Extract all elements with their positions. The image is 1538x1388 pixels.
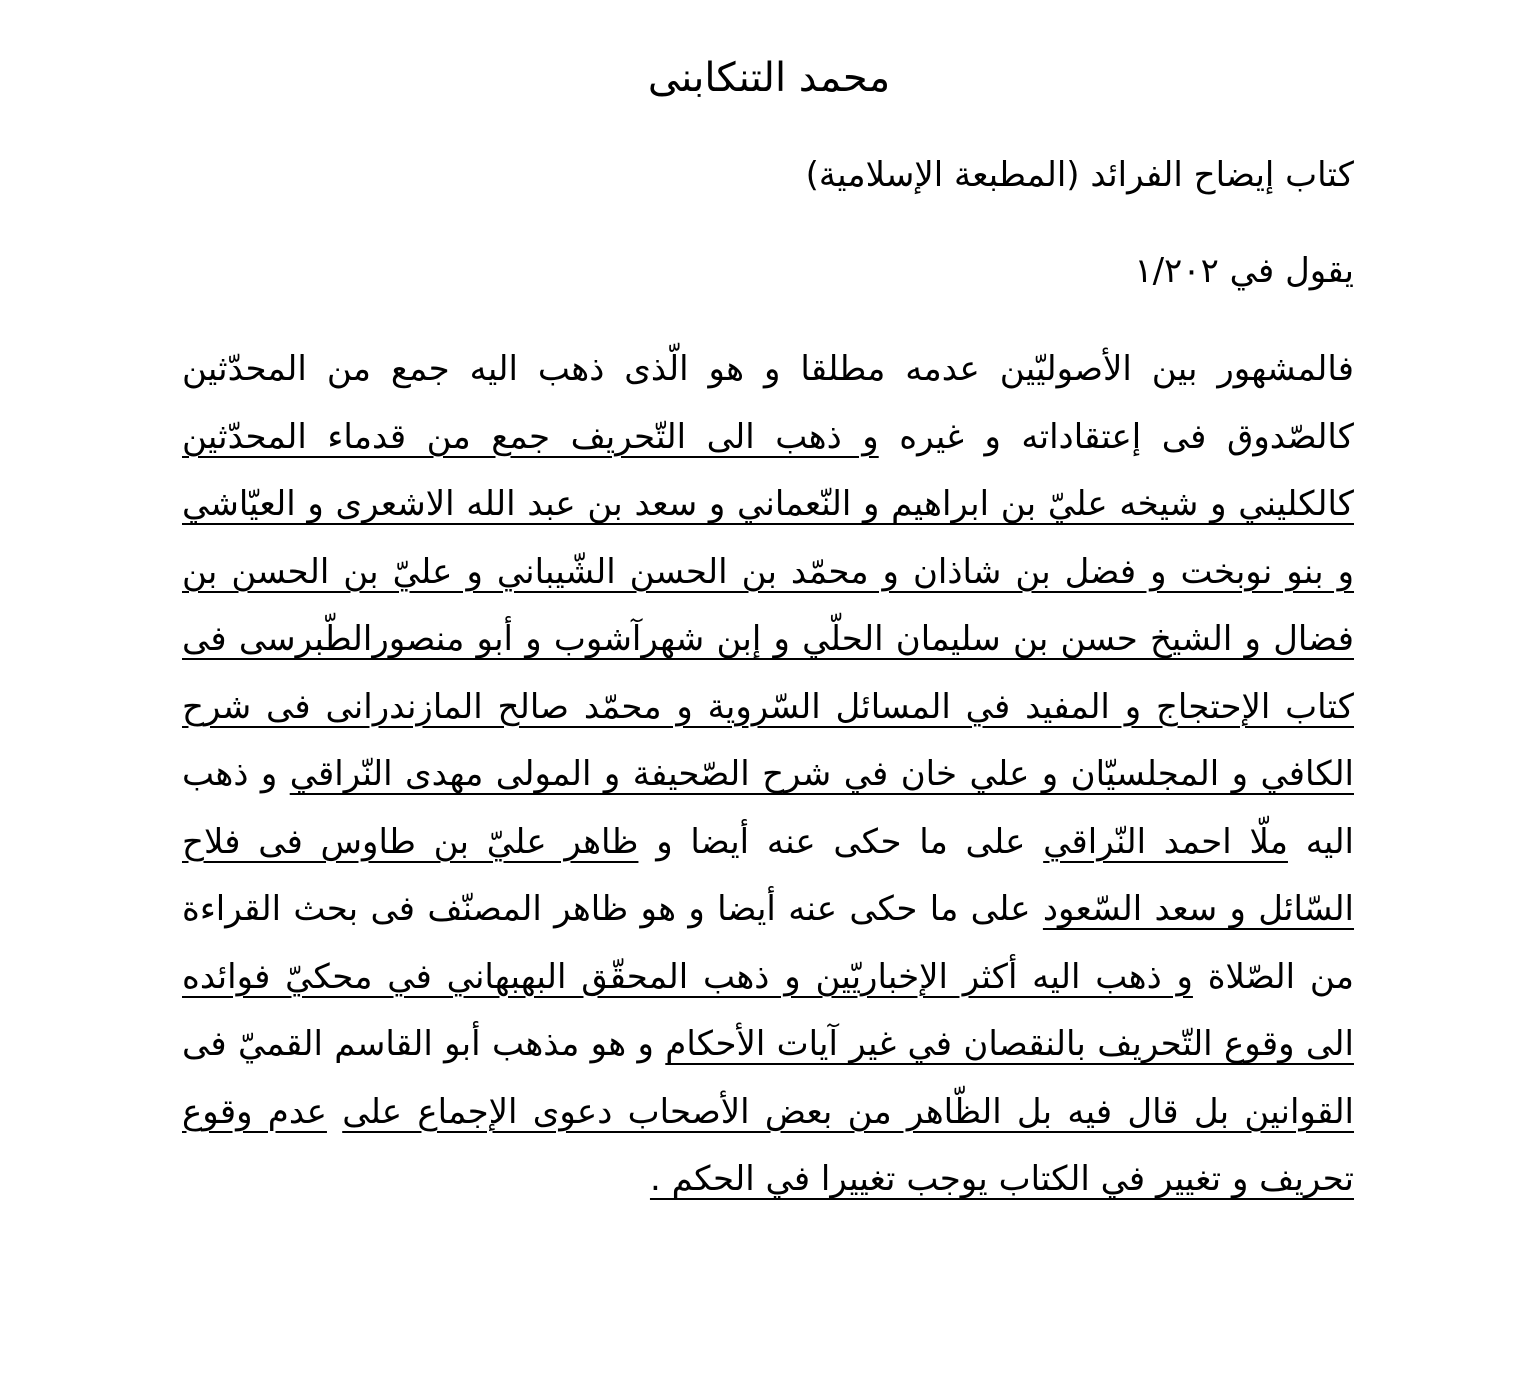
underlined-passage: ظاهر عليّ بن طاوس فى فلاح السّائل و سعد السّعود bbox=[182, 821, 1355, 929]
underlined-passage: و ذهب اليه أكثر الإخباريّين و ذهب المحقّق البهبهاني في محكيّ فوائده الى وقوع التّحريف بالنقصان في غير آيات الأحكام bbox=[182, 956, 1354, 1064]
underlined-passage: القوانين بل قال فيه بل الظّاهر من بعض الأصحاب دعوى الإجماع على bbox=[342, 1091, 1354, 1132]
author-name: محمد التنكابنی bbox=[647, 55, 891, 101]
paragraph-text: على ما حكى عنه أيضا و هو ظاهر المصنّف فى بحث القراءة من الصّلاة bbox=[182, 889, 1355, 997]
paragraph-text: فالمشهور بين الأصوليّين عدمه مطلقا و هو الّذى ذهب اليه جمع من المحدّثين كالصّدوق فى إعتقاداته و غيره bbox=[182, 349, 1354, 457]
book-title: كتاب إيضاح الفرائد (المطبعة الإسلامية) bbox=[805, 155, 1354, 195]
paragraph-text: على ما حكى عنه أيضا و bbox=[638, 821, 1044, 862]
paragraph-text bbox=[327, 1092, 342, 1132]
quoted-paragraph bbox=[182, 336, 1354, 1214]
paragraph-text: و ذهب اليه bbox=[182, 754, 1355, 862]
underlined-passage: ملّا احمد النّراقي bbox=[1043, 821, 1288, 862]
underlined-passage: و ذهب الى التّحريف جمع من قدماء المحدّثين كالكليني و شيخه عليّ بن ابراهيم و النّعماني و سعد بن عبد الله الاشعرى و العيّاشي و بنو نوبخت و فضل بن شاذان و محمّد بن الحسن الشّيباني و عليّ بن الحسن بن فضال و الشيخ حسن بن سليمان الحلّي و إبن شهرآشوب و أبو منصورالطّبرسى فى كتاب الإحتجاج و المفيد في المسائل السّروية و محمّد صالح المازندرانى فى شرح الكافي و المجلسيّان و علي خان في شرح الصّحيفة و المولى مهدى النّراقي bbox=[182, 416, 1354, 794]
paragraph-text: و هو مذهب أبو القاسم القميّ فى bbox=[182, 1024, 666, 1064]
underlined-passage: عدم وقوع تحريف و تغيير في الكتاب يوجب تغييرا في الحكم . bbox=[182, 1091, 1354, 1199]
quote-intro: يقول في ١/٢٠٢ bbox=[1134, 251, 1354, 291]
